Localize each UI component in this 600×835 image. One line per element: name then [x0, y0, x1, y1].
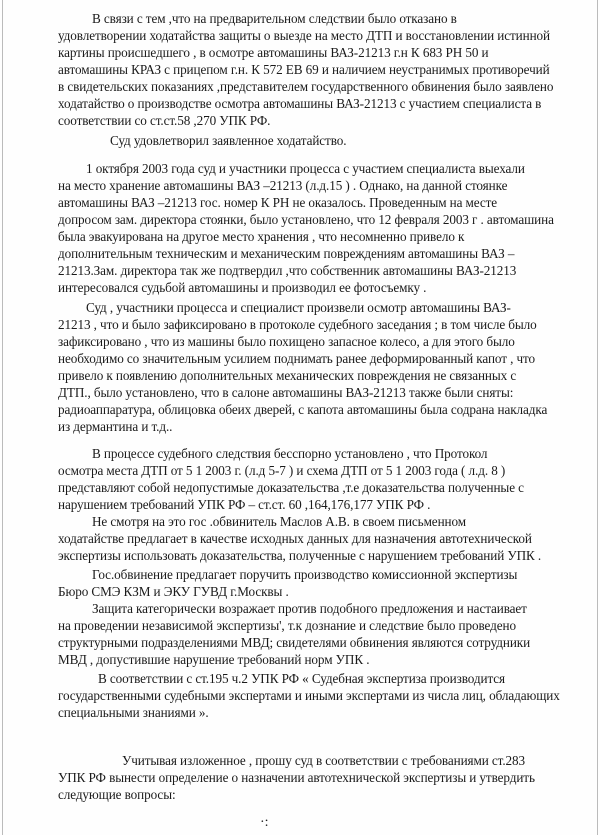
text-line: Суд удовлетворил заявленное ходатайство.: [110, 133, 347, 148]
page-edge-right: [597, 0, 598, 835]
text-line: специальными знаниями ».: [58, 705, 209, 720]
text-line: картины происшедшего , в осмотре автомашины ВАЗ-21213 г.н К 683 РН 50 и: [58, 45, 489, 60]
text-line: удовлетворении ходатайства защиты о выезде на место ДТП и восстановлении истинной: [58, 28, 550, 43]
text-line: интересовался судьбой автомашины и производил ее фотосъемку .: [58, 280, 427, 295]
text-line: Не смотря на это гос .обвинитель Маслов А.В. в своем письменном: [92, 514, 466, 529]
scan-speck: ·:: [260, 815, 269, 830]
text-line: зафиксировано , что из машины было похищено запасное колесо, а для этого было: [58, 334, 515, 349]
text-line: автомашины ВАЗ –21213 гос. номер К РН не оказалось. Проведенным на месте: [58, 195, 498, 210]
text-line: в свидетельских показаниях ,представителем государственного обвинения было заявлено: [58, 79, 554, 94]
text-line: государственными судебными экспертами и иными экспертами из числа лиц, обладающих: [58, 688, 560, 703]
text-line: 21213.Зам. директора так же подтвердил ,что собственник автомашины ВАЗ-21213: [58, 263, 517, 278]
text-line: была эвакуирована на другое место хранения , что несомненно привело к: [58, 229, 465, 244]
text-line: Гос.обвинение предлагает поручить производство комиссионной экспертизы: [92, 567, 518, 582]
text-line: В процессе судебного следствия бесспорно установлено , что Протокол: [92, 446, 488, 461]
text-line: допросом зам. директора стоянки, было установлено, что 12 февраля 2003 г . автомашина: [58, 212, 554, 227]
text-line: Суд , участники процесса и специалист произвели осмотр автомашины ВАЗ-: [86, 300, 511, 315]
text-line: следующие вопросы:: [58, 787, 176, 802]
text-line: радиоаппаратура, облицовка обеих дверей, с капота автомашины была содрана накладка: [58, 402, 548, 417]
text-line: ходатайство о производстве осмотра автомашины ВАЗ-21213 с участием специалиста в: [58, 96, 542, 111]
text-line: осмотра места ДТП от 5 1 2003 г. (л.д 5-7 ) и схема ДТП от 5 1 2003 года ( л.д. 8 ): [58, 463, 506, 478]
text-line: из дермантина и т.д..: [58, 419, 173, 434]
text-line: МВД , допустившие нарушение требований норм УПК .: [58, 652, 370, 667]
text-line: В связи с тем ,что на предварительном следствии было отказано в: [92, 11, 457, 26]
text-line: Защита категорически возражает против подобного предложения и настаивает: [92, 601, 527, 616]
text-line: структурными подразделениями МВД; свидетелями обвинения являются сотрудники: [58, 635, 531, 650]
text-line: УПК РФ вынести определение о назначении автотехнической экспертизы и утвердить: [58, 770, 535, 785]
text-line: автомашины КРАЗ с прицепом г.н. К 572 ЕВ 69 и наличием неустранимых противоречий: [58, 62, 550, 77]
text-line: ходатайстве предлагает в качестве исходных данных для назначения автотехнической: [58, 531, 532, 546]
page-edge-left: [2, 0, 3, 835]
text-line: нарушением требований УПК РФ – ст.ст. 60 ,164,176,177 УПК РФ .: [58, 497, 431, 512]
text-line: экспертизы использовать доказательства, полученные с нарушением требований УПК .: [58, 548, 542, 563]
text-line: дополнительным техническим и механическим повреждениям автомашины ВАЗ –: [58, 246, 515, 261]
text-line: на проведении независимой экспертизы', т.к дознание и следствие было проведено: [58, 618, 516, 633]
text-line: Бюро СМЭ КЗМ и ЭКУ ГУВД г.Москвы .: [58, 584, 289, 599]
text-line: 21213 , что и было зафиксировано в протоколе судебного заседания ; в том числе было: [58, 317, 537, 332]
text-line: В соответствии с ст.195 ч.2 УПК РФ « Судебная экспертиза производится: [98, 671, 505, 686]
text-line: привело к появлению дополнительных механических повреждения не связанных с: [58, 368, 517, 383]
text-line: соответствии со ст.ст.58 ,270 УПК РФ.: [58, 113, 271, 128]
text-line: представляют собой недопустимые доказательства ,т.е доказательства полученные с: [58, 480, 524, 495]
text-line: ДТП., было установлено, что в салоне автомашины ВАЗ-21213 также были сняты:: [58, 385, 514, 400]
text-line: Учитывая изложенное , прошу суд в соответствии с требованиями ст.283: [122, 753, 526, 768]
text-line: необходимо со значительным усилием поднимать ранее деформированный капот , что: [58, 351, 536, 366]
text-line: на место хранение автомашины ВАЗ –21213 (л.д.15 ) . Однако, на данной стоянке: [58, 178, 508, 193]
text-line: 1 октября 2003 года суд и участники процесса с участием специалиста выехали: [86, 161, 525, 176]
